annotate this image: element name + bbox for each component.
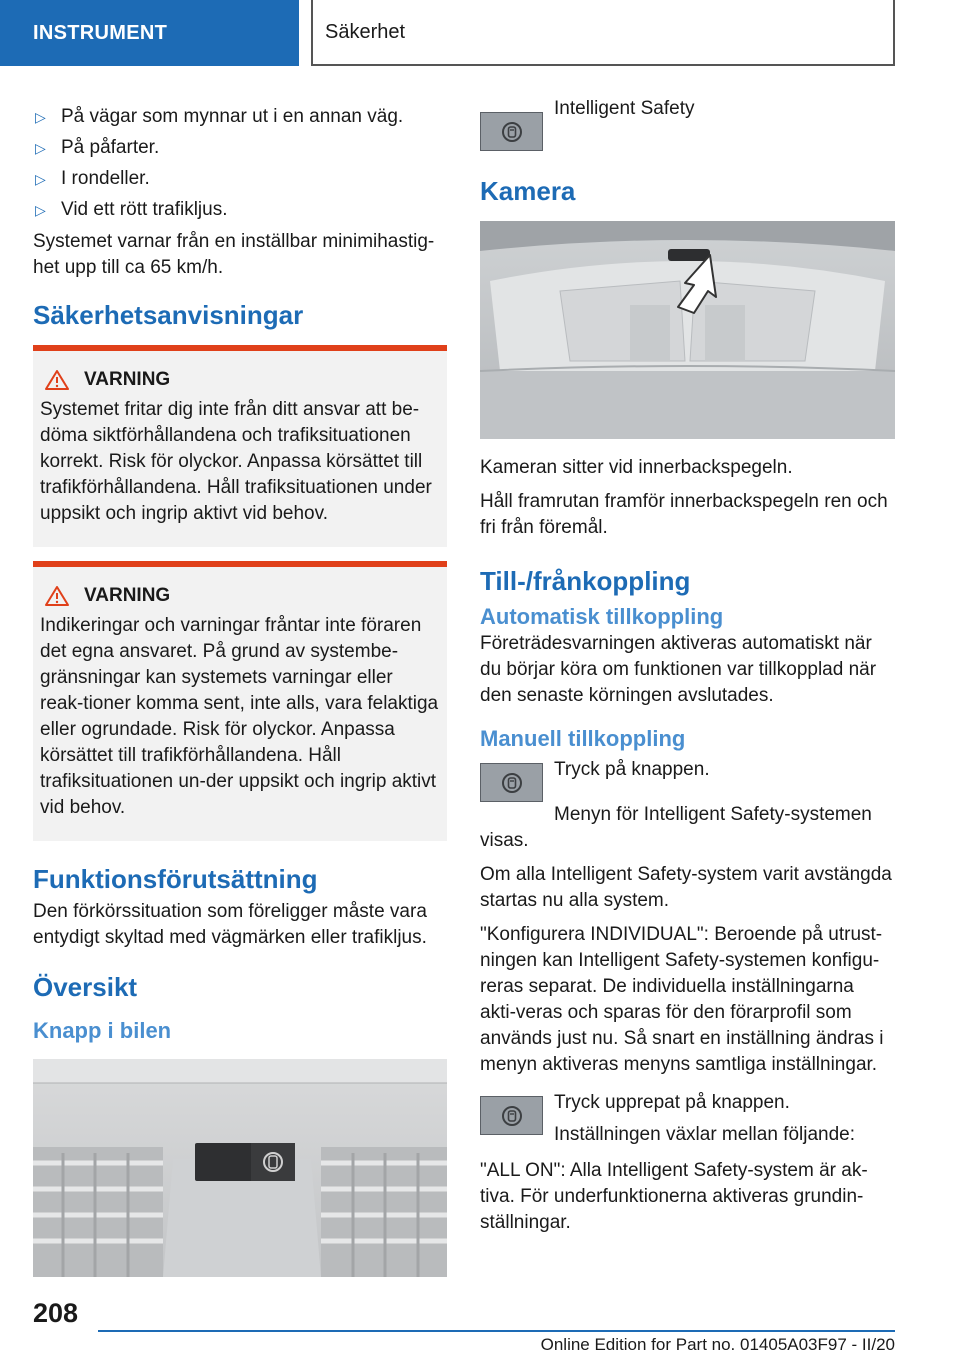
list-item: ▷ På påfarter. xyxy=(33,135,447,161)
safety-shield-icon xyxy=(501,1105,523,1127)
manual-step-row xyxy=(480,759,895,802)
chapter-title: Säkerhet xyxy=(311,0,895,66)
camera-position-photo xyxy=(480,221,895,439)
dashboard-button-photo xyxy=(33,1059,447,1277)
warning-title: VARNING xyxy=(44,369,439,391)
warning-title: VARNING xyxy=(44,585,439,607)
section-tab: INSTRUMENT xyxy=(0,0,299,66)
overview-heading: Översikt xyxy=(33,972,138,1002)
all-on-paragraph: "ALL ON": Alla Intelligent Safety-system är ak-tiva. För underfunktionerna aktiveras grundin-ställningar. xyxy=(480,1160,868,1233)
left-column xyxy=(33,100,447,1293)
camera-heading: Kamera xyxy=(480,176,576,206)
intelligent-safety-button-icon xyxy=(480,1096,543,1135)
auto-paragraph: Företrädesvarningen aktiveras automatiskt när du börjar köra om funktionen var tillkopplad när den senaste körningen avslutades. xyxy=(480,633,877,706)
onoff-heading: Till-/frånkoppling xyxy=(480,566,691,596)
list-item: ▷ Vid ett rött trafikljus. xyxy=(33,197,447,223)
repeat-result: Inställningen växlar mellan följande: xyxy=(554,1124,856,1145)
repeat-step: Tryck upprepat på knappen. xyxy=(554,1092,790,1113)
edition-note: Online Edition for Part no. 01405A03F97 - II/20 xyxy=(540,1335,895,1354)
warning-text: Systemet fritar dig inte från ditt ansvar att be-döma siktförhållandena och trafiksituationen korrekt. Risk för olyckor. Anpassa körsättet till trafikförhållandena. Håll trafiksituationen under uppsikt och ingrip aktivt vid behov. xyxy=(40,399,432,524)
intro-icon-label: Intelligent Safety xyxy=(554,98,695,119)
manual-heading: Manuell tillkoppling xyxy=(480,726,686,751)
right-column xyxy=(480,100,895,1244)
button-heading: Knapp i bilen xyxy=(33,1018,172,1043)
intelligent-safety-button-icon xyxy=(480,112,543,151)
intelligent-safety-button-icon xyxy=(480,763,543,802)
safety-heading: Säkerhetsanvisningar xyxy=(33,300,304,330)
camera-text-2: Håll framrutan framför innerbackspegeln ren och fri från föremål. xyxy=(480,491,888,538)
triangle-bullet-icon: ▷ xyxy=(35,202,46,218)
safety-shield-icon xyxy=(501,772,523,794)
manual-text-1: Om alla Intelligent Safety-system varit avstängda startas nu alla system. xyxy=(480,864,892,911)
footer-rule xyxy=(98,1330,895,1332)
manual-text-2: "Konfigurera INDIVIDUAL": Beroende på utrust-ningen kan Intelligent Safety-systemen konfigu-reras separat. De individuella inställningarna akti-veras och sparas för den förarprofil som används just nu. Så snart en inställning ändras i menyn aktiveras menyns samtliga inställningar. xyxy=(480,924,884,1075)
prereq-paragraph: Den förkörssituation som föreligger måste vara entydigt skyltad med vägmärken eller trafikljus. xyxy=(33,901,427,948)
warning-box-2 xyxy=(33,561,447,841)
speed-paragraph: Systemet varnar från en inställbar minimihastig-het upp till ca 65 km/h. xyxy=(33,231,435,278)
manual-step-1-result: Menyn för Intelligent Safety-systemen visas. xyxy=(480,804,872,851)
list-item: ▷ På vägar som mynnar ut i en annan väg. xyxy=(33,104,447,130)
safety-shield-icon xyxy=(501,121,523,143)
warning-box-1 xyxy=(33,345,447,547)
repeat-step-row xyxy=(480,1092,895,1154)
warning-text: Indikeringar och varningar fråntar inte föraren det egna ansvaret. På grund av systembe-gränsningar kan systemets varningar eller reak-tioner komma sent, inte alls, vara felaktiga eller ogrundade. Risk för olyckor. Anpassa körsättet till trafikförhållandena. Håll trafiksituationen un-der uppsikt och ingrip aktivt vid behov. xyxy=(40,615,439,818)
warning-triangle-icon xyxy=(44,585,70,607)
auto-heading: Automatisk tillkoppling xyxy=(480,604,724,629)
list-item: ▷ I rondeller. xyxy=(33,166,447,192)
manual-step-1: Tryck på knappen. xyxy=(554,759,710,780)
warning-triangle-icon xyxy=(44,369,70,391)
page-number: 208 xyxy=(33,1298,79,1328)
triangle-bullet-icon: ▷ xyxy=(35,109,46,125)
triangle-bullet-icon: ▷ xyxy=(35,171,46,187)
triangle-bullet-icon: ▷ xyxy=(35,140,46,156)
condition-list xyxy=(33,104,447,223)
camera-text-1: Kameran sitter vid innerbackspegeln. xyxy=(480,457,793,478)
prereq-heading: Funktionsförutsättning xyxy=(33,864,318,894)
intro-icon-row xyxy=(480,98,895,151)
